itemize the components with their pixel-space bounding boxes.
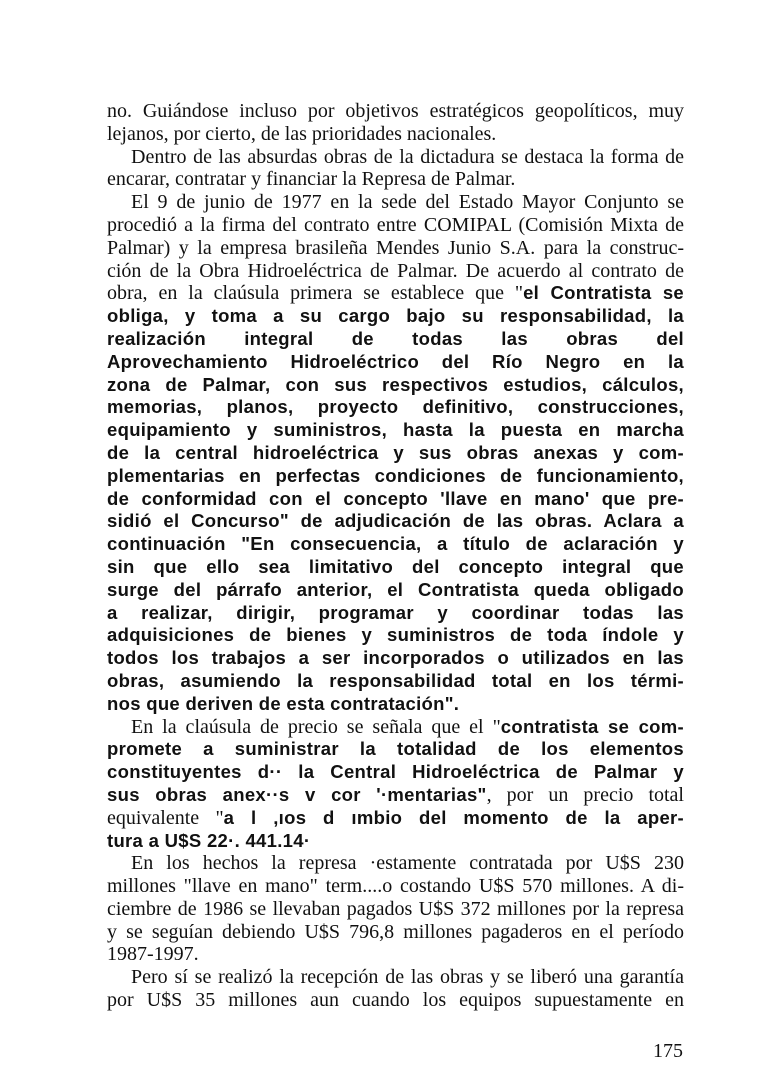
text-run: Dentro de las absurdas obras de la dictadura se destaca la forma de <box>131 145 684 168</box>
text-run: procedió a la firma del contrato entre COMIPAL (Comisión Mixta de <box>107 213 684 236</box>
text-run: 1987-1997. <box>107 943 199 966</box>
text-run: por U$S 35 millones aun cuando los equipos supuestamente en <box>107 989 684 1012</box>
bold-text: surge del párrafo anterior, el Contratista queda obligado <box>107 578 684 600</box>
bold-text: promete a suministrar la totalidad de los elementos <box>107 738 684 760</box>
bold-text: todos los trabajos a ser incorporados o utilizados en las <box>107 647 684 669</box>
text-run: no. Guiándose incluso por objetivos estratégicos geopolíticos, muy <box>107 100 684 122</box>
text-run: millones "llave en mano" term....o costando U$S 570 millones. A di- <box>107 875 684 898</box>
text-line <box>107 442 684 465</box>
text-run: , por un precio total <box>486 783 684 806</box>
text-line <box>107 875 684 898</box>
text-line <box>107 419 684 442</box>
text-line <box>107 716 684 739</box>
page-number: 175 <box>653 1040 683 1062</box>
text-line <box>107 807 684 830</box>
text-line <box>107 396 684 419</box>
text-line <box>107 146 684 169</box>
bold-text: Aprovechamiento Hidroeléctrico del Río Negro en la <box>107 350 684 372</box>
text-line <box>107 693 684 716</box>
bold-text: zona de Palmar, con sus respectivos estudios, cálculos, <box>107 373 684 395</box>
text-line <box>107 966 684 989</box>
bold-text: contratista se com- <box>500 715 684 737</box>
bold-text: de la central hidroeléctrica y sus obras anexas y com- <box>107 441 684 463</box>
bold-text: a l ,ıos d ımbio del momento de la aper- <box>223 806 684 828</box>
text-line <box>107 624 684 647</box>
bold-text: sidió el Concurso" de adjudicación de las obras. Aclara a <box>107 510 684 532</box>
bold-text: sus obras anex··s v cor <box>107 783 377 805</box>
text-line <box>107 168 684 191</box>
text-line <box>107 670 684 693</box>
text-run: y se seguían debiendo U$S 796,8 millones pagaderos en el período <box>107 920 684 943</box>
text-line <box>107 237 684 260</box>
bold-text: continuación "En consecuencia, a título de aclaración y <box>107 533 684 555</box>
bold-text: obras, asumiendo la responsabilidad total en los térmi- <box>107 669 684 691</box>
bold-text: de conformidad con el concepto 'llave en mano' que pre- <box>107 487 684 509</box>
text-line <box>107 579 684 602</box>
body-text <box>107 100 684 1012</box>
bold-text: constituyentes d·· la Central Hidroeléctrica de Palmar y <box>107 761 684 783</box>
text-line <box>107 260 684 283</box>
text-run: lejanos, por cierto, de las prioridades nacionales. <box>107 122 497 145</box>
text-line <box>107 556 684 579</box>
text-line <box>107 305 684 328</box>
text-run: encarar, contratar y financiar la Represa de Palmar. <box>107 168 516 191</box>
bold-text: realización integral de todas las obras del <box>107 327 684 349</box>
bold-text: nos que deriven de esta contratación". <box>107 692 460 714</box>
text-line <box>107 784 684 807</box>
text-line <box>107 123 684 146</box>
bold-text: plementarias en perfectas condiciones de funcionamiento, <box>107 464 684 486</box>
text-line <box>107 898 684 921</box>
bold-text: adquisiciones de bienes y suministros de toda índole y <box>107 624 684 646</box>
text-line <box>107 465 684 488</box>
bold-text: a realizar, dirigir, programar y coordinar todas las <box>107 601 684 623</box>
text-run: El 9 de junio de 1977 en la sede del Estado Mayor Conjunto se <box>131 191 684 214</box>
text-line <box>107 488 684 511</box>
text-run: En los hechos la represa ·estamente contratada por U$S 230 <box>131 852 684 875</box>
text-run: ción de la Obra Hidroeléctrica de Palmar. De acuerdo al contrato de <box>107 259 684 282</box>
text-line <box>107 100 684 123</box>
bold-text: '·mentarias" <box>376 783 487 805</box>
text-line <box>107 647 684 670</box>
bold-text: obliga, y toma a su cargo bajo su responsabilidad, la <box>107 305 684 327</box>
text-line <box>107 602 684 625</box>
text-run: En la claúsula de precio se señala que el " <box>131 715 501 738</box>
text-run: equivalente " <box>107 806 224 829</box>
text-run: obra, en la claúsula primera se establece que " <box>107 282 524 305</box>
bold-text: equipamiento y suministros, hasta la puesta en marcha <box>107 419 684 441</box>
text-line <box>107 921 684 944</box>
text-line <box>107 328 684 351</box>
text-run: Pero sí se realizó la recepción de las obras y se liberó una garantía <box>131 966 684 989</box>
text-line <box>107 191 684 214</box>
text-line <box>107 943 684 966</box>
text-line <box>107 738 684 761</box>
text-run: ciembre de 1986 se llevaban pagados U$S 372 millones por la represa <box>107 897 684 920</box>
text-line <box>107 852 684 875</box>
text-line <box>107 282 684 305</box>
text-line <box>107 351 684 374</box>
text-line <box>107 830 684 853</box>
text-line <box>107 214 684 237</box>
text-line <box>107 761 684 784</box>
text-line <box>107 374 684 397</box>
text-line <box>107 989 684 1012</box>
bold-text: tura a U$S 22·. 441.14· <box>107 829 311 851</box>
bold-text: el Contratista se <box>523 282 684 304</box>
bold-text: memorias, planos, proyecto definitivo, construcciones, <box>107 396 684 418</box>
text-run: Palmar) y la empresa brasileña Mendes Junio S.A. para la construc- <box>107 236 684 259</box>
bold-text: sin que ello sea limitativo del concepto integral que <box>107 555 684 577</box>
text-line <box>107 510 684 533</box>
text-line <box>107 533 684 556</box>
